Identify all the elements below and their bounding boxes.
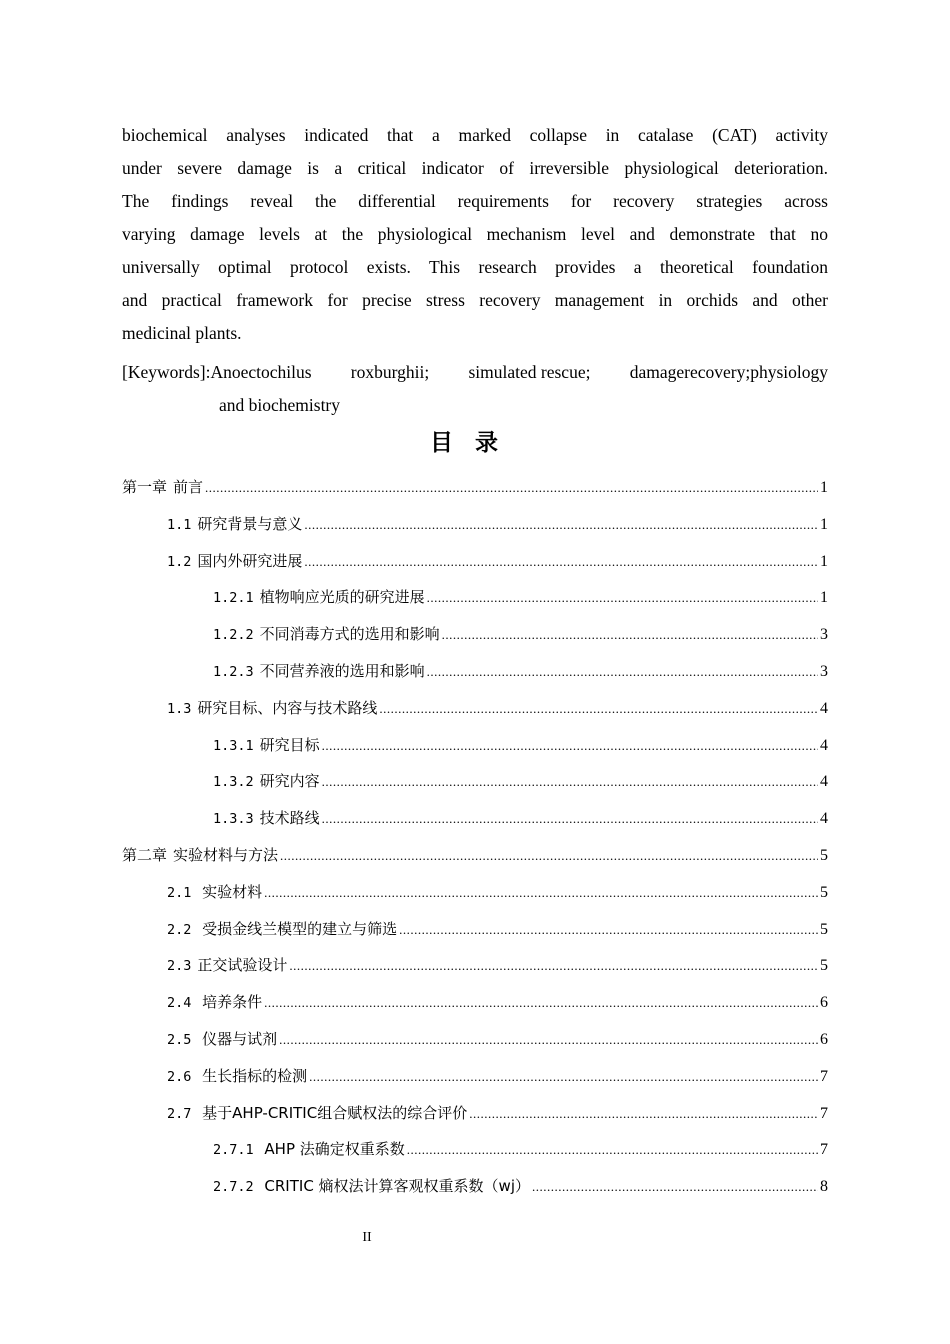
- toc-leader-dots: [322, 738, 818, 754]
- toc-entry-number: 1.2.1: [213, 590, 254, 607]
- toc-entry-number: 1.2.3: [213, 663, 254, 680]
- toc-entry-page: 3: [820, 662, 828, 680]
- toc-entry[interactable]: [122, 1138, 828, 1175]
- abstract-text: [122, 119, 828, 350]
- abstract-line: under severe damage is a critical indicator of irreversible physiological deterioration.: [122, 158, 828, 178]
- toc-entry[interactable]: [122, 734, 828, 771]
- toc-entry-page: 7: [820, 1104, 828, 1122]
- toc-entry-title: 研究背景与意义: [197, 514, 303, 533]
- toc-entry-page: 8: [820, 1178, 828, 1196]
- toc-entry-number: 2.1: [167, 884, 192, 901]
- toc-entry[interactable]: [122, 807, 828, 844]
- keywords-line: [122, 356, 828, 389]
- toc-leader-dots: [532, 1179, 818, 1195]
- toc-entry[interactable]: [122, 991, 828, 1028]
- toc-leader-dots: [279, 1032, 818, 1048]
- toc-entry-page: 7: [820, 1067, 828, 1085]
- abstract-line: and practical framework for precise stress recovery management in orchids and other: [122, 290, 828, 310]
- abstract-line: The findings reveal the differential requirements for recovery strategies across: [122, 191, 828, 211]
- toc-leader-dots: [427, 590, 818, 606]
- toc-entry[interactable]: [122, 1102, 828, 1139]
- toc-leader-dots: [205, 480, 818, 496]
- toc-entry-number: 2.4: [167, 995, 192, 1012]
- toc-entry[interactable]: [122, 1065, 828, 1102]
- keyword-item: roxburghii;: [350, 362, 430, 382]
- abstract-line: medicinal plants.: [122, 323, 242, 343]
- toc-leader-dots: [322, 811, 818, 827]
- toc-entry-title: 国内外研究进展: [197, 551, 303, 570]
- toc-entry-title: 研究内容: [259, 772, 320, 791]
- toc-entry-page: 6: [820, 994, 828, 1012]
- toc-entry-title: 实验材料: [197, 882, 263, 901]
- toc-entry-number: 2.7: [167, 1105, 192, 1122]
- toc-entry-title: 基于AHP-CRITIC组合赋权法的综合评价: [197, 1103, 468, 1122]
- toc-entry-page: 5: [820, 846, 828, 864]
- toc-entry-title: 正交试验设计: [197, 956, 288, 975]
- keyword-item: simulated: [468, 362, 537, 382]
- toc-entry[interactable]: [122, 770, 828, 807]
- toc-leader-dots: [399, 922, 818, 938]
- toc-entry[interactable]: [122, 550, 828, 587]
- toc-leader-dots: [304, 517, 818, 533]
- toc-entry-title: 生长指标的检测: [197, 1066, 308, 1085]
- toc-entry-number: 2.7.1: [213, 1142, 254, 1159]
- toc-entry-number: 2.7.2: [213, 1179, 254, 1196]
- toc-entry-number: 1.3.1: [213, 737, 254, 754]
- toc-entry[interactable]: [122, 697, 828, 734]
- abstract-line: biochemical analyses indicated that a marked collapse in catalase (CAT) activity: [122, 125, 828, 145]
- toc-leader-dots: [407, 1142, 818, 1158]
- keywords-continuation: and biochemistry: [219, 395, 341, 415]
- toc-entry[interactable]: [122, 623, 828, 660]
- toc-entry[interactable]: [122, 586, 828, 623]
- toc-entry-page: 4: [820, 699, 828, 717]
- toc-title: 目录: [430, 430, 520, 456]
- toc-entry-number: 第二章: [122, 845, 168, 864]
- toc-entry-page: 5: [820, 920, 828, 938]
- toc-leader-dots: [469, 1106, 818, 1122]
- toc-entry-title: 技术路线: [259, 809, 320, 828]
- toc-entry[interactable]: [122, 513, 828, 550]
- toc-entry-page: 1: [820, 589, 828, 607]
- toc-entry-number: 1.3.3: [213, 811, 254, 828]
- toc-entry-number: 1.3: [167, 700, 192, 717]
- toc-entry[interactable]: [122, 660, 828, 697]
- toc-entry-number: 2.2: [167, 921, 192, 938]
- toc-entry[interactable]: [122, 881, 828, 918]
- toc-entry-number: 第一章: [122, 478, 168, 496]
- page-number: II: [362, 1230, 372, 1245]
- toc-entry-title: 培养条件: [197, 993, 263, 1012]
- toc-entry-page: 6: [820, 1030, 828, 1048]
- toc-entry[interactable]: [122, 476, 828, 513]
- toc-entry-title: 前言: [173, 478, 204, 496]
- toc-leader-dots: [309, 1069, 818, 1085]
- abstract-line: varying damage levels at the physiological mechanism level and demonstrate that no: [122, 224, 828, 244]
- toc-entry-title: CRITIC 熵权法计算客观权重系数（wj）: [259, 1177, 530, 1196]
- toc-entry-title: 研究目标、内容与技术路线: [197, 698, 378, 717]
- toc-leader-dots: [304, 554, 818, 570]
- toc-leader-dots: [427, 664, 818, 680]
- toc-entry[interactable]: [122, 844, 828, 881]
- toc-entry-number: 2.5: [167, 1031, 192, 1048]
- toc-leader-dots: [442, 627, 818, 643]
- toc-leader-dots: [289, 958, 818, 974]
- toc-entry-number: 1.3.2: [213, 774, 254, 791]
- toc-entry-page: 1: [820, 515, 828, 533]
- toc-entry-title: 植物响应光质的研究进展: [259, 588, 425, 607]
- toc-entry-page: 7: [820, 1141, 828, 1159]
- toc-entry[interactable]: [122, 1175, 828, 1212]
- toc-entry-title: 不同消毒方式的选用和影响: [259, 625, 440, 644]
- toc-entry[interactable]: [122, 954, 828, 991]
- toc-entry-page: 4: [820, 736, 828, 754]
- toc-entry-page: 1: [820, 552, 828, 570]
- toc-leader-dots: [379, 701, 818, 717]
- toc-entry-page: 1: [820, 479, 828, 496]
- toc-entry-number: 1.1: [167, 516, 192, 533]
- toc-leader-dots: [264, 995, 818, 1011]
- keyword-item: Anoectochilus: [210, 362, 312, 382]
- toc-entry-title: 受损金线兰模型的建立与筛选: [197, 919, 398, 938]
- keyword-item: damagerecovery;physiology: [629, 362, 828, 382]
- keywords-block: [122, 356, 828, 422]
- table-of-contents: [122, 476, 828, 1212]
- toc-entry-number: 1.2: [167, 553, 192, 570]
- toc-entry-title: 仪器与试剂: [197, 1029, 278, 1048]
- toc-entry-number: 2.6: [167, 1068, 192, 1085]
- toc-entry-page: 3: [820, 626, 828, 644]
- abstract-line: universally optimal protocol exists. This research provides a theoretical foundation: [122, 257, 828, 277]
- toc-entry-title: 实验材料与方法: [173, 845, 279, 864]
- toc-entry-page: 5: [820, 957, 828, 975]
- toc-entry-title: AHP 法确定权重系数: [259, 1140, 405, 1159]
- toc-entry-title: 不同营养液的选用和影响: [259, 661, 425, 680]
- keyword-item: rescue;: [540, 362, 591, 382]
- toc-entry[interactable]: [122, 918, 828, 955]
- toc-entry-title: 研究目标: [259, 735, 320, 754]
- toc-leader-dots: [264, 885, 818, 901]
- toc-entry-page: 5: [820, 883, 828, 901]
- toc-entry-number: 2.3: [167, 958, 192, 975]
- keywords-label: [Keywords]:: [122, 362, 211, 382]
- toc-leader-dots: [280, 848, 818, 864]
- toc-entry-page: 4: [820, 810, 828, 828]
- toc-entry-number: 1.2.2: [213, 627, 254, 644]
- toc-entry-page: 4: [820, 773, 828, 791]
- toc-leader-dots: [322, 774, 818, 790]
- toc-entry[interactable]: [122, 1028, 828, 1065]
